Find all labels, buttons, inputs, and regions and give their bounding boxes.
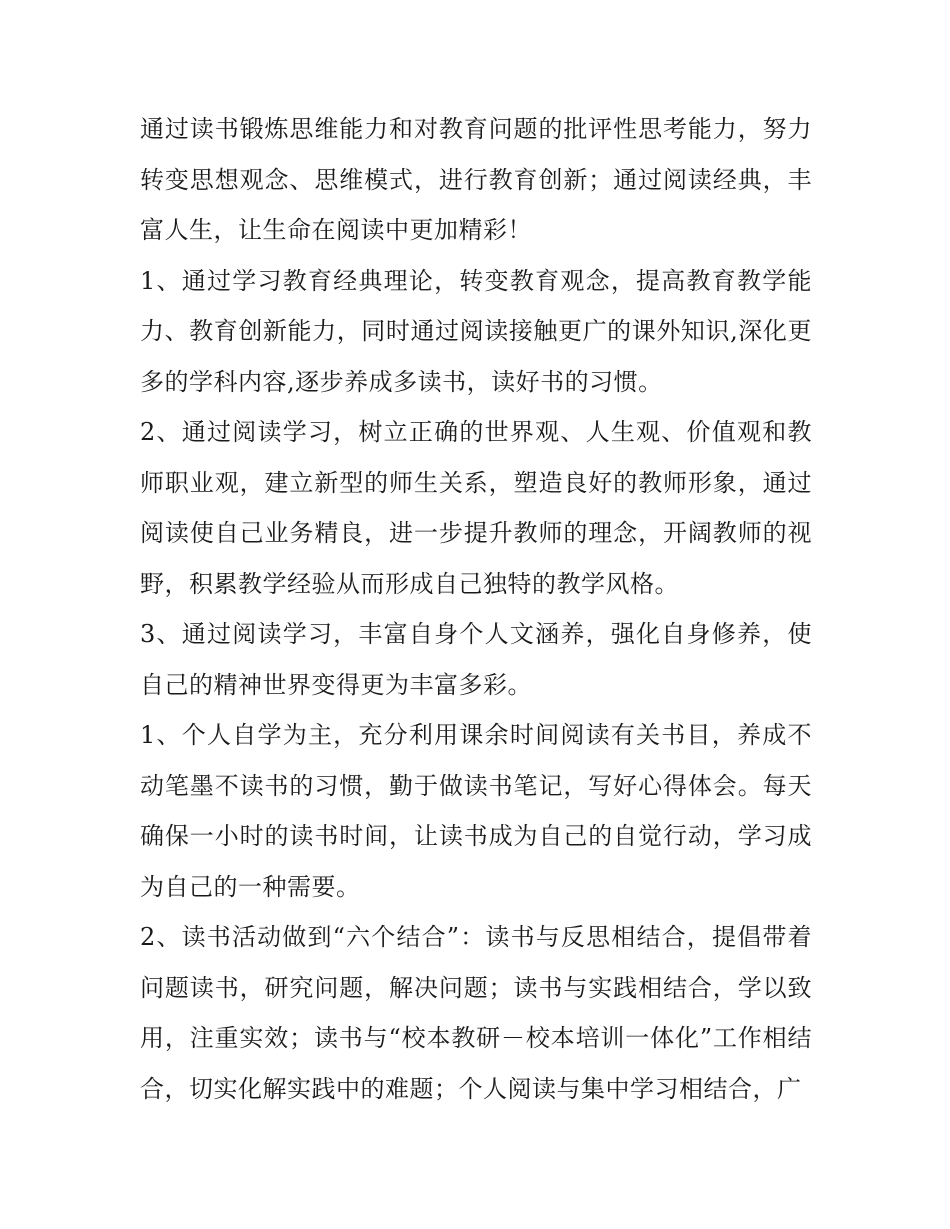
paragraph-goal-1: 1、通过学习教育经典理论，转变教育观念，提高教育教学能力、教育创新能力，同时通过阅读接触更广的课外知识,深化更多的学科内容,逐步养成多读书，读好书的习惯。 [140,266,812,396]
paragraph-goal-2: 2、通过阅读学习，树立正确的世界观、人生观、价值观和教师职业观，建立新型的师生关系，塑造良好的教师形象，通过阅读使自己业务精良，进一步提升教师的理念，开阔教师的视野，积累教学经验从而形成自己独特的教学风格。 [140,418,812,598]
paragraph-goal-intro: 通过读书锻炼思维能力和对教育问题的批评性思考能力，努力转变思想观念、思维模式，进行教育创新；通过阅读经典，丰富人生，让生命在阅读中更加精彩！ [140,115,812,244]
paragraph-method-2: 2、读书活动做到“六个结合”：读书与反思相结合，提倡带着问题读书，研究问题，解决问题；读书与实践相结合，学以致用，注重实效；读书与“校本教研－校本培训一体化”工作相结合，切实化解实践中的难题；个人阅读与集中学习相结合，广 [140,923,812,1103]
paragraph-goal-3: 3、通过阅读学习，丰富自身个人文涵养，强化自身修养，使自己的精神世界变得更为丰富多彩。 [140,620,812,699]
paragraph-method-1: 1、个人自学为主，充分利用课余时间阅读有关书目，养成不动笔墨不读书的习惯，勤于做读书笔记，写好心得体会。每天确保一小时的读书时间，让读书成为自己的自觉行动，学习成为自己的一种需要。 [140,721,812,901]
document-body [140,104,812,1114]
